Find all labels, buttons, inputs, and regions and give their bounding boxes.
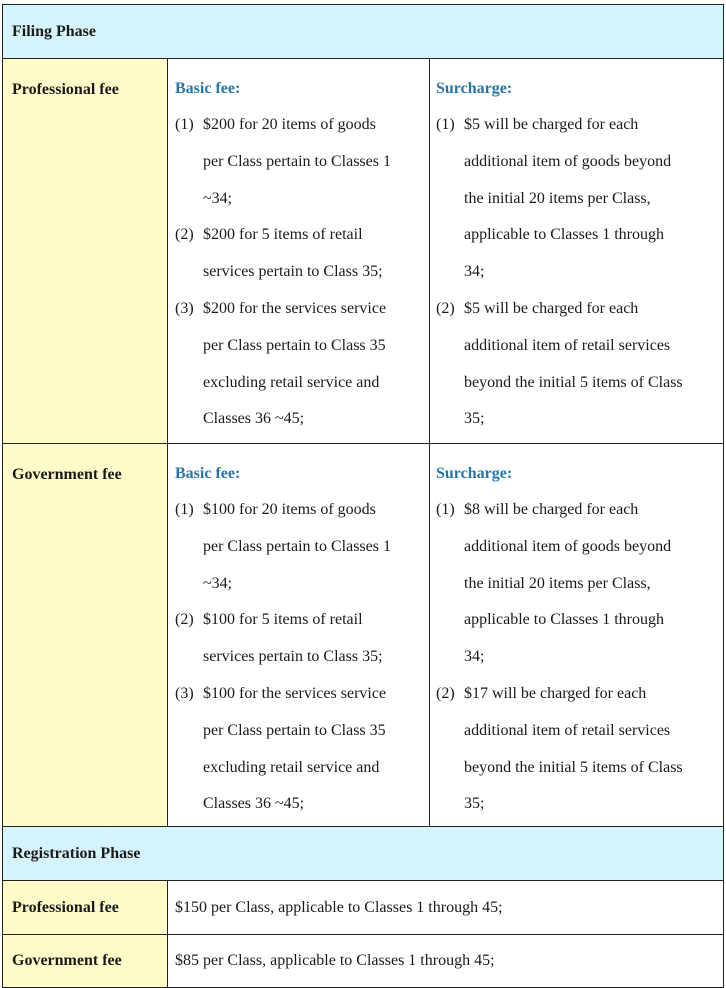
- item-text-line: $100 for the services service: [203, 684, 387, 702]
- filing-government-basic-fee-cell: [168, 444, 429, 826]
- item-text-line: $200 for the services service: [203, 299, 387, 317]
- item-text-line: $200 for 5 items of retail: [203, 226, 363, 244]
- item-text-line: per Class pertain to Classes 1: [203, 537, 391, 555]
- registration-professional-label-cell: [3, 881, 168, 935]
- surcharge-heading: Surcharge:: [436, 465, 513, 482]
- fee-item: [436, 492, 717, 676]
- item-text-line: additional item of retail services: [464, 721, 671, 739]
- item-text-line: ~34;: [203, 189, 233, 207]
- basic-fee-heading: Basic fee:: [175, 465, 241, 482]
- item-text-line: Classes 36 ~45;: [203, 795, 305, 813]
- item-text: [203, 217, 424, 291]
- item-text-line: services pertain to Class 35;: [203, 263, 383, 281]
- item-text-line: per Class pertain to Classes 1: [203, 152, 391, 170]
- fee-item: [175, 107, 424, 217]
- registration-professional-value: $150 per Class, applicable to Classes 1 through 45;: [175, 899, 503, 916]
- item-text: [464, 492, 717, 676]
- item-number: (1): [436, 501, 455, 518]
- item-text-line: excluding retail service and: [203, 758, 380, 776]
- registration-government-label: Government fee: [12, 952, 122, 969]
- item-text-line: per Class pertain to Class 35: [203, 336, 386, 354]
- item-number: (3): [175, 299, 194, 317]
- item-text-line: additional item of retail services: [464, 336, 671, 354]
- item-number: (2): [175, 226, 194, 244]
- fee-item: [175, 291, 424, 438]
- item-text-line: per Class pertain to Class 35: [203, 721, 386, 739]
- item-text: [203, 602, 424, 676]
- item-text-line: ~34;: [203, 574, 233, 592]
- item-number: (1): [175, 501, 194, 518]
- basic-fee-heading: Basic fee:: [175, 80, 241, 97]
- fee-item: [436, 107, 717, 291]
- registration-phase-title: Registration Phase: [12, 844, 141, 862]
- item-text-line: the initial 20 items per Class,: [464, 189, 651, 207]
- filing-professional-surcharge-cell: [430, 59, 723, 444]
- fee-item: [175, 602, 424, 676]
- item-number: (2): [175, 611, 194, 629]
- item-text-line: Classes 36 ~45;: [203, 410, 305, 428]
- filing-phase-title: Filing Phase: [12, 22, 97, 40]
- item-text-line: beyond the initial 5 items of Class: [464, 373, 683, 391]
- fee-table: [2, 4, 724, 988]
- item-text: [203, 107, 424, 217]
- item-text: [464, 676, 717, 823]
- fee-item: [175, 492, 424, 602]
- item-text-line: additional item of goods beyond: [464, 537, 672, 555]
- surcharge-heading: Surcharge:: [436, 80, 513, 97]
- item-text-line: $5 will be charged for each: [464, 299, 639, 317]
- item-text-line: $100 for 20 items of goods: [203, 501, 376, 518]
- item-text-line: 34;: [464, 648, 485, 666]
- item-number: (2): [436, 684, 455, 702]
- item-text-line: 35;: [464, 795, 485, 813]
- registration-phase-header: [3, 827, 723, 881]
- filing-professional-label: Professional fee: [12, 81, 119, 98]
- filing-professional-basic-fee-cell: [168, 59, 429, 444]
- fee-item: [436, 676, 717, 823]
- filing-government-label: Government fee: [12, 466, 122, 483]
- registration-government-value: $85 per Class, applicable to Classes 1 through 45;: [175, 952, 495, 969]
- item-text: [203, 676, 424, 823]
- filing-phase-header: [3, 5, 723, 59]
- item-number: (1): [175, 116, 194, 133]
- filing-professional-label-cell: [3, 59, 168, 444]
- item-text-line: services pertain to Class 35;: [203, 648, 383, 666]
- item-text-line: beyond the initial 5 items of Class: [464, 758, 683, 776]
- item-number: (1): [436, 116, 455, 133]
- item-text-line: $100 for 5 items of retail: [203, 611, 363, 629]
- item-text: [464, 291, 717, 438]
- item-text-line: 34;: [464, 263, 485, 281]
- registration-government-label-cell: [3, 935, 168, 987]
- registration-professional-value-cell: [168, 881, 723, 935]
- fee-item: [175, 676, 424, 823]
- item-text: [203, 291, 424, 438]
- registration-professional-label: Professional fee: [12, 899, 119, 916]
- item-text-line: additional item of goods beyond: [464, 152, 672, 170]
- item-text: [464, 107, 717, 291]
- item-text-line: the initial 20 items per Class,: [464, 574, 651, 592]
- filing-government-surcharge-cell: [430, 444, 723, 826]
- filing-government-label-cell: [3, 444, 168, 826]
- fee-item: [175, 217, 424, 291]
- item-text: [203, 492, 424, 602]
- item-number: (3): [175, 684, 194, 702]
- item-text-line: $5 will be charged for each: [464, 116, 639, 133]
- item-text-line: $17 will be charged for each: [464, 684, 647, 702]
- item-text-line: $200 for 20 items of goods: [203, 116, 376, 133]
- item-number: (2): [436, 299, 455, 317]
- item-text-line: applicable to Classes 1 through: [464, 226, 664, 244]
- item-text-line: 35;: [464, 410, 485, 428]
- item-text-line: excluding retail service and: [203, 373, 380, 391]
- item-text-line: $8 will be charged for each: [464, 501, 639, 518]
- registration-government-value-cell: [168, 935, 723, 987]
- fee-item: [436, 291, 717, 438]
- item-text-line: applicable to Classes 1 through: [464, 611, 664, 629]
